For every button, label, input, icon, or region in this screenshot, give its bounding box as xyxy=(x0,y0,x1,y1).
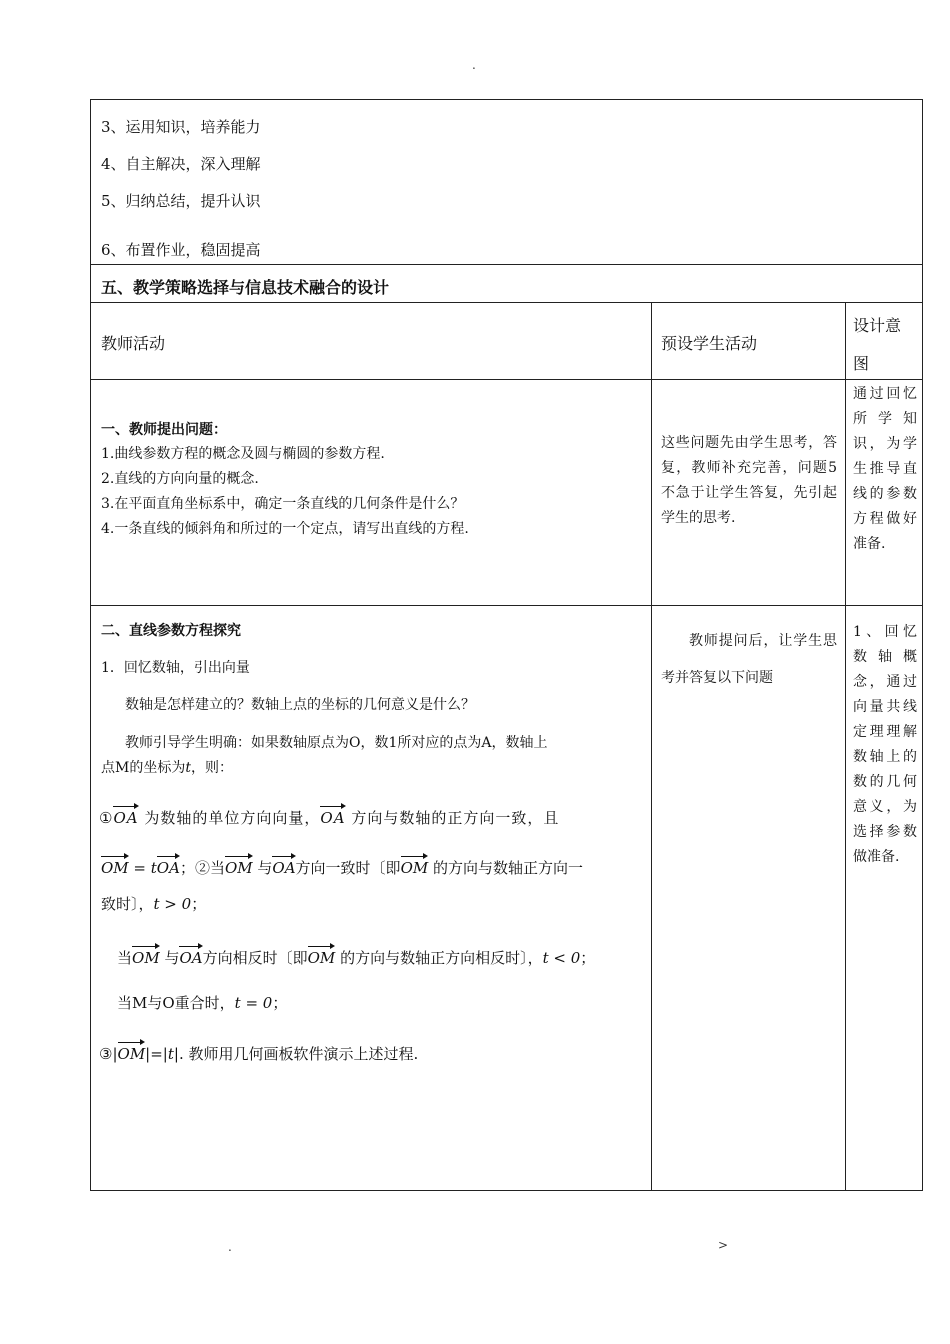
vector-oa: OA xyxy=(157,856,180,877)
variable-t: t xyxy=(185,760,191,776)
vector-om: OM xyxy=(118,1042,146,1063)
inequality-t-positive: t > 0 xyxy=(153,895,192,913)
row1-question-3: 3.在平面直角坐标系中，确定一条直线的几何条件是什么？ xyxy=(101,496,465,512)
row2-paragraph-2b-text: 点M的坐标为 xyxy=(101,760,186,776)
row2-paragraph-1: 数轴是怎样建立的？数轴上点的坐标的几何意义是什么？ xyxy=(125,697,475,713)
equation-t-zero: t = 0 xyxy=(234,994,273,1012)
row2-paragraph-2b xyxy=(101,760,233,777)
row1-design-intent: 通过回忆所学知识，为学生推导直线的参数方程做好准备. xyxy=(853,386,917,552)
circle-1: ① xyxy=(99,809,114,827)
row2-line-2d: 的方向与数轴正方向一 xyxy=(433,859,584,877)
row2-line-4b: 与 xyxy=(164,949,180,967)
row2-line-2c: 方向一致时〔即 xyxy=(295,859,401,877)
rule-row1 xyxy=(91,379,922,380)
header-design-line2: 图 xyxy=(853,354,870,373)
header-dot: . xyxy=(472,58,476,72)
vector-oa: OA xyxy=(113,806,138,827)
row1-student-activity: 这些问题先由学生思考，答复，教师补充完善，问题5不急于让学生答复，先引起学生的思考. xyxy=(661,435,837,526)
rule-section xyxy=(91,264,922,265)
vector-oa: OA xyxy=(320,806,345,827)
row2-paragraph-2a: 教师引导学生明确：如果数轴原点为O，数1所对应的点为A，数轴上 xyxy=(125,735,548,751)
inequality-t-negative: t < 0 xyxy=(542,949,581,967)
vector-om: OM xyxy=(101,856,129,877)
abs-equals-t: |=|t| xyxy=(145,1045,179,1063)
semicolon: ； xyxy=(580,949,596,967)
row2-heading: 二、直线参数方程探究 xyxy=(101,623,241,639)
row2-line-1a: 为数轴的单位方向向量， xyxy=(144,809,321,827)
section-title: 五、教学策略选择与信息技术融合的设计 xyxy=(101,278,390,297)
row2-line-3-text: 致时〕， xyxy=(101,895,154,913)
row2-line-1b: 方向与数轴的正方向一致，且 xyxy=(351,809,560,827)
row2-line-2a: ；②当 xyxy=(179,859,225,877)
semicolon: ； xyxy=(191,895,207,913)
footer-mark: > xyxy=(718,1238,729,1252)
row2-line-5 xyxy=(117,994,287,1012)
vector-om: OM xyxy=(132,946,160,967)
vector-om: OM xyxy=(308,946,336,967)
semicolon: ； xyxy=(272,994,288,1012)
row2-subheading: 1．回忆数轴，引出向量 xyxy=(101,660,250,676)
row2-line-3 xyxy=(101,895,206,913)
column-divider-1 xyxy=(651,302,652,1190)
row2-line-4d: 的方向与数轴正方向相反时〕， xyxy=(340,949,543,967)
vector-om: OM xyxy=(225,856,253,877)
row2-line-6 xyxy=(99,1042,418,1063)
rule-row2 xyxy=(91,605,922,606)
header-design-line1: 设计意 xyxy=(853,316,902,335)
rule-header xyxy=(91,302,922,303)
circle-3: ③ xyxy=(99,1045,113,1063)
row2-line-4 xyxy=(117,946,595,967)
step-3: 3、运用知识，培养能力 xyxy=(101,118,261,136)
row1-heading: 一、教师提出问题： xyxy=(101,422,227,438)
row2-design-intent: 1、回忆数轴概念，通过向量共线定理理解数轴上的数的几何意义，为选择参数做准备. xyxy=(853,624,917,865)
footer-dot: . xyxy=(228,1240,232,1254)
equation-t: = t xyxy=(128,859,157,877)
column-divider-2 xyxy=(845,302,846,1190)
row2-line-4a: 当 xyxy=(117,949,133,967)
step-4: 4、自主解决，深入理解 xyxy=(101,155,261,173)
header-student-activity: 预设学生活动 xyxy=(661,334,758,353)
step-5: 5、归纳总结，提升认识 xyxy=(101,192,261,210)
row2-paragraph-2b-end: ，则： xyxy=(190,760,233,776)
row1-question-1: 1.曲线参数方程的概念及圆与椭圆的参数方程. xyxy=(101,446,385,462)
vector-om: OM xyxy=(401,856,429,877)
row2-line-2b: 与 xyxy=(257,859,273,877)
vector-oa: OA xyxy=(272,856,295,877)
step-6: 6、布置作业，稳固提高 xyxy=(101,241,261,259)
row2-line-1 xyxy=(99,806,559,827)
abs-open: | xyxy=(112,1045,118,1063)
row1-question-4: 4.一条直线的倾斜角和所过的一个定点，请写出直线的方程. xyxy=(101,521,469,537)
lesson-plan-table xyxy=(90,99,923,1191)
header-teacher-activity: 教师活动 xyxy=(101,334,166,353)
row2-student-activity: 教师提问后，让学生思考并答复以下问题 xyxy=(661,633,837,686)
row1-question-2: 2.直线的方向向量的概念. xyxy=(101,471,259,487)
row2-line-2 xyxy=(101,856,583,877)
row2-line-6-text: . 教师用几何画板软件演示上述过程. xyxy=(178,1045,419,1063)
vector-oa: OA xyxy=(179,946,202,967)
row2-line-4c: 方向相反时〔即 xyxy=(202,949,308,967)
row2-line-5-text: 当M与O重合时， xyxy=(117,994,235,1012)
